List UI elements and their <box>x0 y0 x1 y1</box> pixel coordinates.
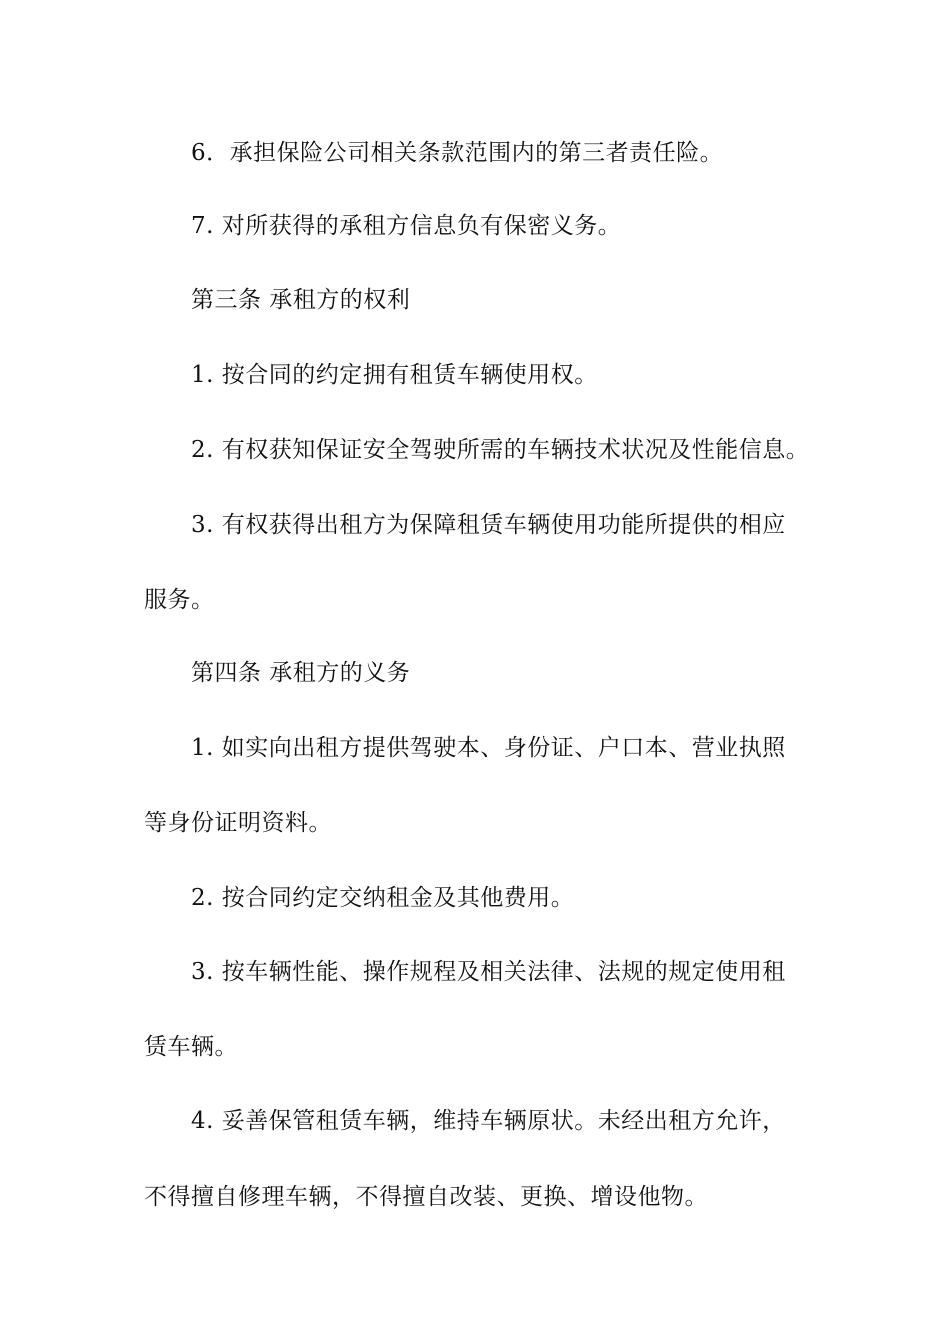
text-line-2: 7. 对所获得的承租方信息负有保密义务。 <box>191 213 622 239</box>
section-heading-4: 第四条 承租方的义务 <box>191 660 411 686</box>
text-line-10: 等身份证明资料。 <box>144 810 332 836</box>
text-line-5: 2. 有权获知保证安全驾驶所需的车辆技术状况及性能信息。 <box>191 437 810 463</box>
section-heading-3: 第三条 承租方的权利 <box>191 287 411 313</box>
text-line-13: 赁车辆。 <box>144 1034 238 1060</box>
text-line-12: 3. 按车辆性能、操作规程及相关法律、法规的规定使用租 <box>191 959 786 985</box>
text-line-15: 不得擅自修理车辆，不得擅自改装、更换、增设他物。 <box>144 1184 708 1210</box>
text-line-6: 3. 有权获得出租方为保障租赁车辆使用功能所提供的相应 <box>191 512 786 538</box>
text-line-11: 2. 按合同约定交纳租金及其他费用。 <box>191 885 575 911</box>
text-line-4: 1. 按合同的约定拥有租赁车辆使用权。 <box>191 362 598 388</box>
text-line-7: 服务。 <box>144 587 215 613</box>
text-line-1: 6．承担保险公司相关条款范围内的第三者责任险。 <box>191 140 724 166</box>
text-line-9: 1. 如实向出租方提供驾驶本、身份证、户口本、营业执照 <box>191 735 786 761</box>
text-line-14: 4. 妥善保管租赁车辆，维持车辆原状。未经出租方允许， <box>191 1108 786 1134</box>
